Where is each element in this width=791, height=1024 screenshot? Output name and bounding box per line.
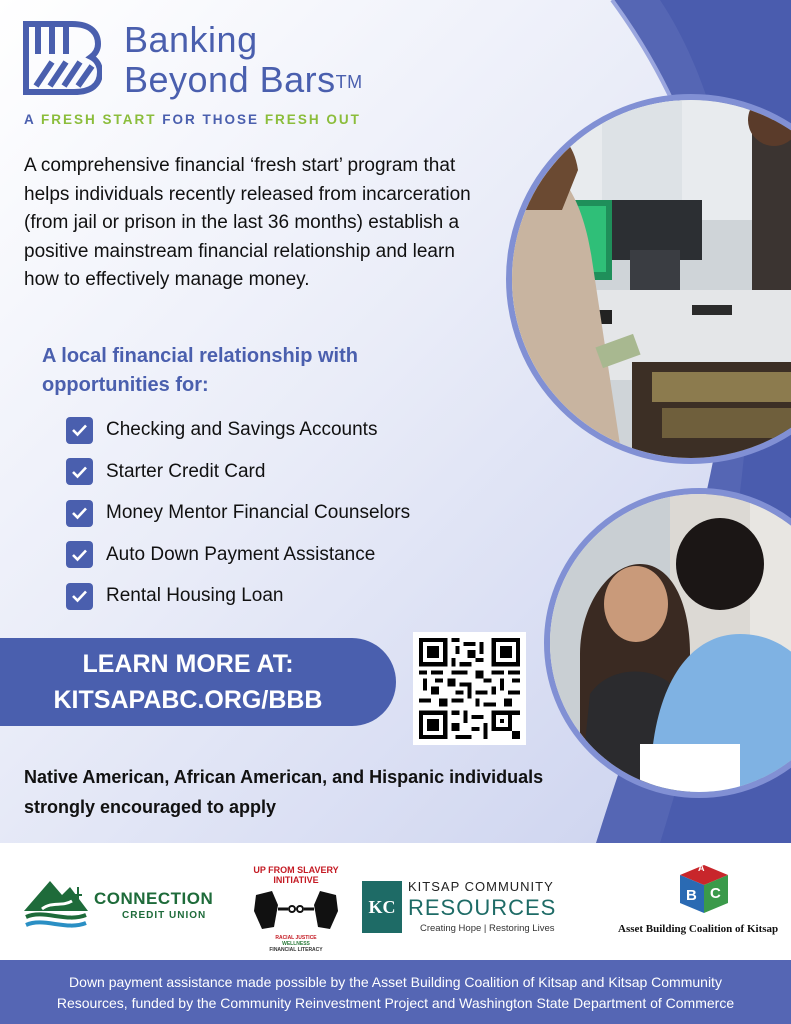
banking-beyond-bars-logo (22, 20, 102, 96)
funding-footer (0, 960, 791, 1024)
ufs-tag-3: FINANCIAL LITERACY (269, 947, 323, 953)
kcr-tagline: Creating Hope | Restoring Lives (420, 923, 555, 934)
checkmark-icon (66, 541, 93, 568)
checkmark-icon (66, 583, 93, 610)
ufs-title: UP FROM SLAVERY (253, 865, 339, 875)
opportunities-list (66, 416, 410, 624)
learn-more-banner[interactable] (0, 638, 396, 726)
tagline-for-those: FOR THOSE (162, 112, 260, 127)
intro-paragraph: A comprehensive financial ‘fresh start’ program that helps individuals recently released from incarceration (from jail or prison in the last 36 months) establish a positive mainstream financial relationship and learn how to effectively manage money. (24, 155, 471, 290)
abc-block-c: C (710, 885, 721, 902)
list-item-label: Checking and Savings Accounts (106, 419, 378, 440)
learn-more-line-1: LEARN MORE AT: (82, 650, 294, 678)
brand-line-1: Banking (124, 19, 258, 60)
list-item (66, 582, 410, 610)
checkmark-icon (66, 500, 93, 527)
encouragement-statement: Native American, African American, and Hispanic individuals strongly encouraged to apply (24, 767, 544, 817)
footer-line-2: Resources, funded by the Community Reinvestment Project and Washington State Department of Commerce (56, 995, 735, 1011)
brand-name (124, 20, 363, 100)
ufs-tag-2: WELLNESS (282, 941, 310, 947)
up-from-slavery-logo (248, 863, 344, 953)
kcr-mark-text: KC (368, 897, 396, 917)
qr-code[interactable] (413, 632, 526, 745)
ufs-title-2: INITIATIVE (273, 875, 319, 885)
abc-block-b: B (686, 887, 697, 904)
list-item (66, 416, 410, 444)
opportunities-heading: A local financial relationship with opportunities for: (42, 345, 358, 396)
kcr-title: KITSAP COMMUNITY (408, 879, 554, 894)
kcr-resources: RESOURCES (408, 895, 557, 920)
tagline-a: A (24, 112, 36, 127)
abc-name: Asset Building Coalition of Kitsap (618, 923, 779, 935)
connection-credit-union-logo (22, 873, 242, 939)
brand-line-2 (124, 60, 363, 100)
tagline (24, 112, 361, 127)
ufs-tag-1: RACIAL JUSTICE (275, 935, 317, 941)
kcr-mark (362, 881, 402, 933)
mountain-river-icon (22, 873, 90, 933)
list-item-label: Auto Down Payment Assistance (106, 543, 376, 565)
kitsap-community-resources-logo (362, 877, 558, 941)
footer-line-1: Down payment assistance made possible by the Asset Building Coalition of Kitsap and Kitsap Community (69, 974, 722, 990)
list-item-label: Rental Housing Loan (106, 585, 284, 606)
list-item (66, 541, 410, 569)
partner-logos-strip (0, 843, 791, 960)
tagline-fresh-out: FRESH OUT (264, 112, 361, 127)
ccu-subtitle: CREDIT UNION (122, 910, 207, 921)
brand-line-2-text: Beyond Bars (124, 59, 336, 100)
list-item (66, 499, 410, 527)
tagline-fresh-start: FRESH START (41, 112, 157, 127)
list-item (66, 458, 410, 486)
checkmark-icon (66, 458, 93, 485)
abc-block-a: A (698, 863, 705, 873)
asset-building-coalition-logo (612, 861, 791, 941)
ccu-name: CONNECTION (94, 889, 214, 908)
checkmark-icon (66, 417, 93, 444)
list-item-label: Money Mentor Financial Counselors (106, 502, 411, 523)
learn-more-url[interactable]: KITSAPABC.ORG/BBB (53, 686, 323, 714)
trademark: TM (335, 72, 363, 92)
list-item-label: Starter Credit Card (106, 460, 266, 482)
raised-fists-icon (248, 885, 344, 935)
